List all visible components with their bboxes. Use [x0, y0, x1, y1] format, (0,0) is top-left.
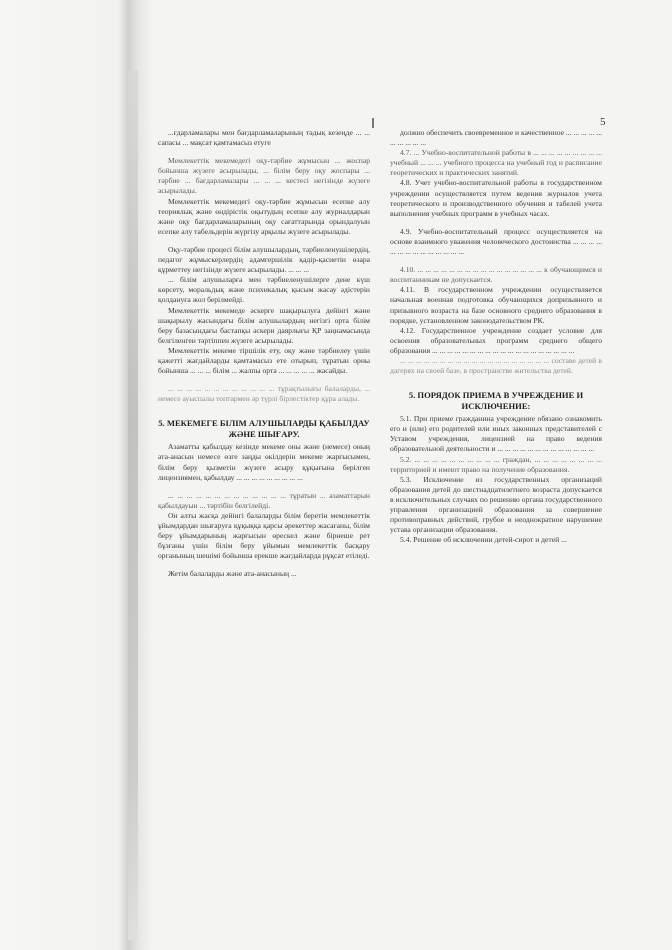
paragraph: 4.8. Учет учебно-воспитательной работы в государственном учреждении осуществляется путем ведения журналов учета теоретического и производственного обучения и табелей учета выполнения учебных программ в учебных часах. — [390, 178, 602, 218]
paragraph: Жетім балаларды және ата-анасының ... — [168, 569, 297, 579]
paragraph: 5.4. Решение об исключении детей-сирот и детей ... — [400, 535, 567, 545]
faint-paragraph: ... ... ... ... ... ... ... ... ... ... ... ... ... ... ... ... ... ... ... составе детей в дагерях на своей базе, в пространстве жительства детей. — [390, 355, 602, 376]
paragraph: ...ғдарламалары мен бағдарламаларының тәдық кезеңде ... ... сапасы ... мақсат қамтамасыз етуге — [158, 128, 370, 148]
paragraph: 5.3. Исключение из государственных организаций образования детей до шестнадцатилетнего возраста допускается в исключительных случаях по решению органа государственного управления организацией образования за совершение противоправных действий, грубое и неоднократное нарушение устава организации образования. — [390, 474, 602, 535]
margin-mark — [372, 118, 374, 128]
faint-paragraph: ... ... ... ... ... ... ... ... ... ... ... ... тұрақтылығы балаларды, ... немесе ауыспалы топтармен әр түрлі бірлестіктер құра алады. — [158, 384, 370, 404]
paragraph: 4.10. ... ... ... ... ... ... ... ... ... ... ... ... ... ... ... ... к обучающимся и воспитанникам не допускается. — [390, 265, 602, 285]
paragraph: Оқу-тәрбие процесі білім алушылардың, тәрбиеленушілердің, педагог жұмыскерлердің адамгершілік қадір-қасиетін өзара құрметтеу негізінде жүзеге асырылады. ... ... ... — [158, 244, 370, 275]
paragraph: 5.2. ... ... ... ... ... ... ... ... ... ... граждан, ... ... ... ... ... ... ... ... территорией и имеют право на получение образования. — [390, 454, 602, 474]
paragraph: Мемлекеттік мекемедегі оқу-тәрбие жұмысын ... жоспар бойынша жүзеге асырылады, ... білім беру оқу жоспары ... тәрбие ... бағдарламалары ... ... ... кестесі негізінде жүзеге асырылады. — [158, 156, 370, 196]
paragraph: 4.12. Государственное учреждение создает условие для освоения образовательных программ среднего общего образования ... ... ... ... ... ... ... ... ... ... ... ... ... ... ... ... ... ... ... — [390, 325, 602, 355]
paragraph: 4.7. ... Учебно-воспитательной работы в ... ... ... ... ... ... ... ... ... учебный ... ... ... учебного процесса на учебный год и расписание теоретических и практических занятий. — [390, 148, 602, 178]
paragraph: ... білім алушыларға мен тәрбиеленушілерге дене күш көрсету, моральдық және психикалық қысым жасау әдістерін қолдануға жол берілмейді. — [158, 275, 370, 305]
paragraph: Азаматты қабылдау кезінде мекеме оны және (немесе) оның ата-анасын немесе өзге заңды өкілдерін мекеме жарғысымен, білім беру қызметін жүзеге асыру құқығына берілген лицензиямен, қабылдау ... ... ... ... ... ... ... ... ... — [158, 442, 370, 482]
russian-column — [390, 128, 602, 545]
paragraph: 4.9. Учебно-воспитательный процесс осуществляется на основе взаимного уважения человеческого достоинства ... ... ... ... ... ... ... ... ... ... ... ... ... ... — [390, 226, 602, 257]
paragraph: Мемлекеттік мекеме тіршілік ету, оқу және тәрбиелеу үшін қажетті жағдайларды қамтамасыз ете отырып, тұратын орны бойынша ... ... ... білім ... жалпы орта ... ... ... ... ... жасайды. — [158, 345, 370, 376]
section-heading: 5. МЕКЕМЕГЕ БІЛІМ АЛУШЫЛАРДЫ ҚАБЫЛДАУ ЖӘНЕ ШЫҒАРУ. — [158, 418, 370, 439]
binding-shadow — [128, 70, 138, 940]
section-heading: 5. ПОРЯДОК ПРИЕМА В УЧРЕЖДЕНИЕ И ИСКЛЮЧЕНИЕ: — [408, 390, 584, 411]
paragraph: ... ... ... ... ... ... ... ... ... ... ... ... ... тұратын ... азаматтарын қабылдауын ... тәртібін белгілейді. — [158, 490, 370, 510]
paragraph: Он алты жасқа дейінгі балаларды білім беретін мемлекеттік ұйымдардан шығаруға құқыққа қарсы әрекеттер жасағаны, білім беру ұйымдарының жарғысын өрескел және бірнеше рет бұзғаны үшін білім беру ұйымын мемлекеттік басқару органының шешімі бойынша ерекше жағдайларда рұқсат етіледі. — [158, 510, 370, 561]
paragraph: 5.1. При приеме гражданина учреждение обязано ознакомить его и (или) его родителей или иных законных представителей с Уставом учреждения, лицензией на право ведения образовательной деятельности и ... ... ... ... ... ... ... ... ... ... ... ... ... — [390, 414, 602, 454]
kazakh-column — [158, 128, 370, 579]
paragraph: должно обеспечить своевременное и качественное ... ... ... ... ... ... ... ... ... ... — [390, 128, 602, 148]
paragraph: 4.11. В государственном учреждении осуществляется начальная военная подготовка обучающихся допризывного и призывного возраста на базе основного среднего образования в порядке, установленном законодательством РК. — [390, 285, 602, 325]
paragraph: Мемлекеттік мекемеде әскерге шақырылуға дейінгі және шақырылу жасындағы білім алушылардың негізгі орта білім беру базасындағы бастапқы әскери даярлығы ҚР заңнамасында белгіленген тәртіппен жүзеге асырылады. — [158, 305, 370, 345]
paragraph: Мемлекеттік мекемедегі оқу-тәрбие жұмысын есепке алу теориялық және өндірістік оқытудың есепке алу журналдарын және оқу бағдарламаларының оқу сағаттарында орындалуын есепке алу табельдерін жүргізу арқылы жүзеге асырылады. — [158, 196, 370, 236]
page-number: 5 — [600, 116, 606, 128]
